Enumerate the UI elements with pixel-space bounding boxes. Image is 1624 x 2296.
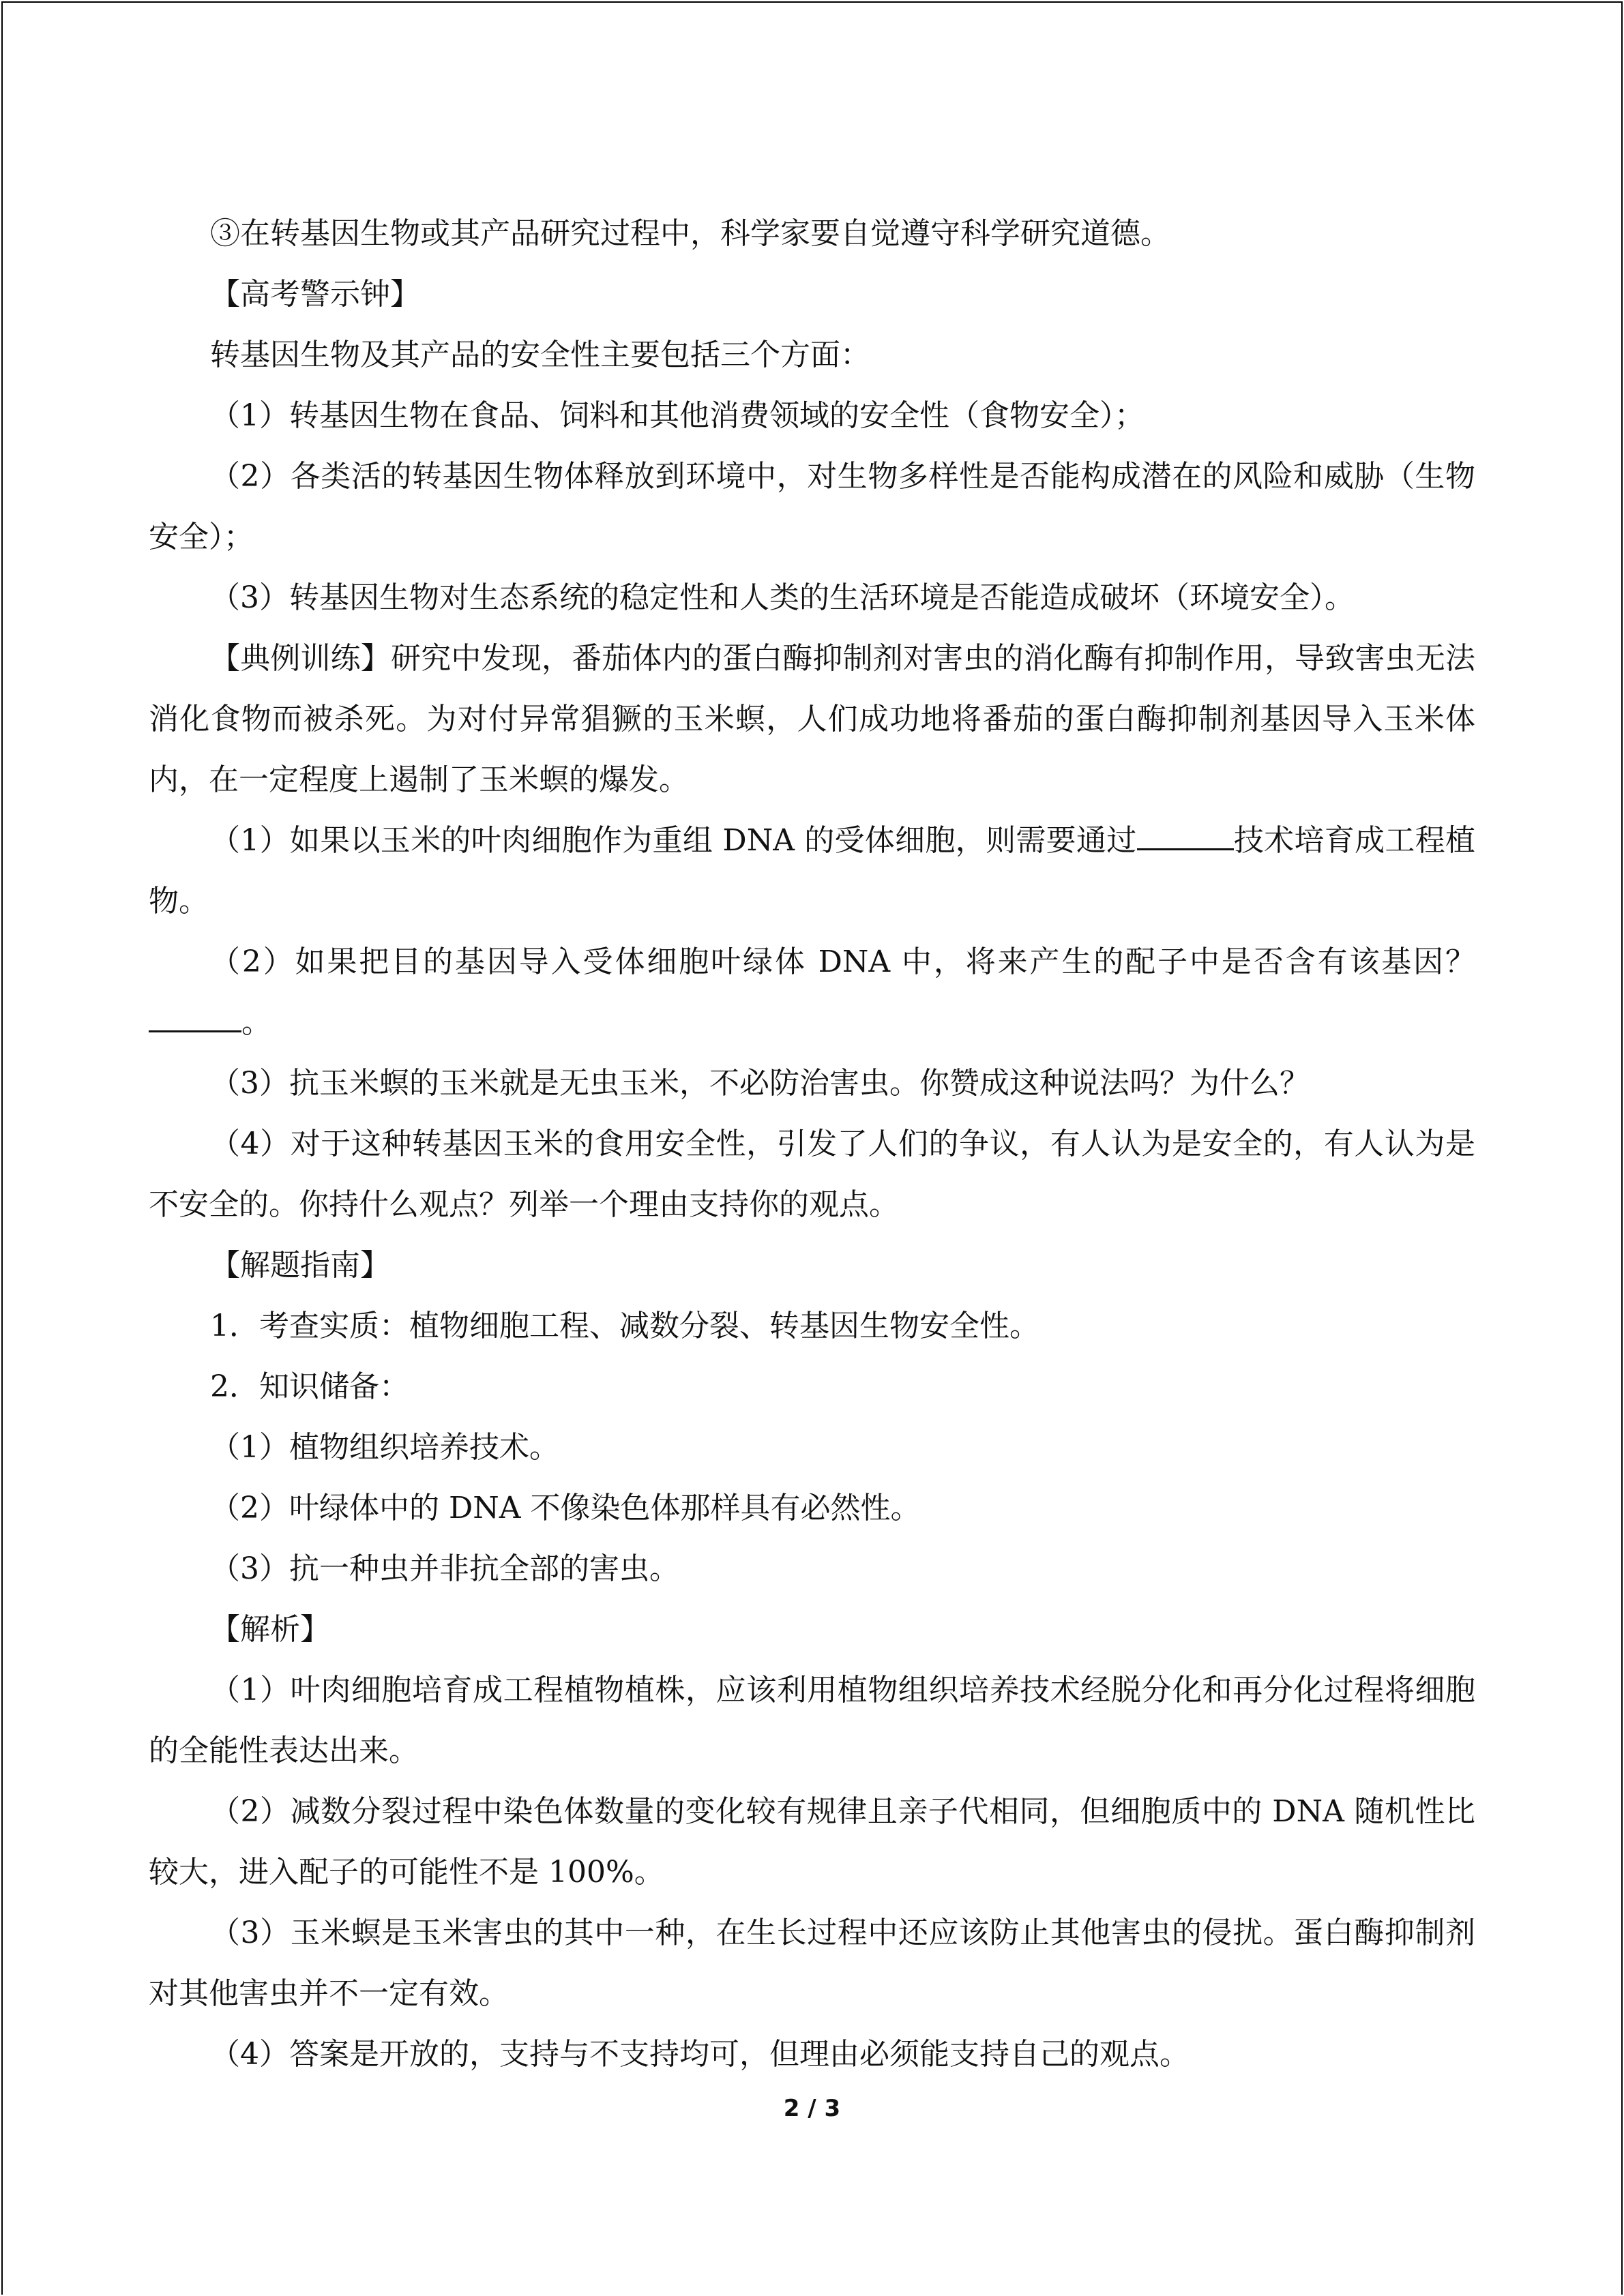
paragraph: （3）转基因生物对生态系统的稳定性和人类的生活环境是否能造成破坏（环境安全）。 [210,580,1355,615]
example-problem: 【典例训练】研究中发现，番茄体内的蛋白酶抑制剂对害虫的消化酶有抑制作用，导致害虫无法消化食物而被杀死。为对付异常猖獗的玉米螟，人们成功地将番茄的蛋白酶抑制剂基因导入玉米体内，在一定程度上遏制了玉米螟的爆发。 [149,641,1475,797]
paragraph: （2）各类活的转基因生物体释放到环境中，对生物多样性是否能构成潜在的风险和威胁（生物安全）； [149,459,1475,554]
question-2 [149,931,1475,1053]
paragraph: （1）转基因生物在食品、饲料和其他消费领域的安全性（食物安全）； [210,398,1145,433]
question-3: （3）抗玉米螟的玉米就是无虫玉米，不必防治害虫。你赞成这种说法吗？为什么？ [210,1066,1310,1101]
question-4: （4）对于这种转基因玉米的食用安全性，引发了人们的争议，有人认为是安全的，有人认为是不安全的。你持什么观点？列举一个理由支持你的观点。 [149,1127,1475,1222]
paragraph: （2）叶绿体中的 DNA 不像染色体那样具有必然性。 [210,1491,921,1525]
answer-blank [149,1000,241,1032]
paragraph: 2．知识储备： [210,1369,409,1404]
paragraph: （1）植物组织培养技术。 [210,1430,559,1465]
section-heading-warning: 【高考警示钟】 [210,277,420,312]
question-1-text: （1）如果以玉米的叶肉细胞作为重组 DNA 的受体细胞，则需要通过 [210,823,1137,858]
paragraph: （3）玉米螟是玉米害虫的其中一种，在生长过程中还应该防止其他害虫的侵扰。蛋白酶抑制剂对其他害虫并不一定有效。 [149,1915,1475,2011]
paragraph: （4）答案是开放的，支持与不支持均可，但理由必须能支持自己的观点。 [210,2037,1190,2072]
paragraph: （2）减数分裂过程中染色体数量的变化较有规律且亲子代相同，但细胞质中的 DNA 随机性比较大，进入配子的可能性不是 100%。 [149,1794,1475,1890]
page-number: 2 / 3 [783,2095,841,2122]
question-2-text: （2）如果把目的基因导入受体细胞叶绿体 DNA 中，将来产生的配子中是否含有该基因？ [210,944,1475,979]
question-2-text-end: 。 [241,1005,271,1040]
section-heading-analysis: 【解析】 [210,1612,330,1647]
question-1 [149,810,1475,931]
paragraph: （1）叶肉细胞培育成工程植物植株，应该利用植物组织培养技术经脱分化和再分化过程将细胞的全能性表达出来。 [149,1673,1475,1768]
paragraph: （3）抗一种虫并非抗全部的害虫。 [210,1551,679,1586]
paragraph: ③在转基因生物或其产品研究过程中，科学家要自觉遵守科学研究道德。 [210,216,1170,251]
section-heading-guide: 【解题指南】 [210,1248,390,1283]
document-body [149,0,1475,2085]
paragraph: 1．考查实质：植物细胞工程、减数分裂、转基因生物安全性。 [210,1309,1039,1343]
answer-blank [1137,818,1234,850]
question-1-text-end: 技术培育成工程植物。 [149,823,1475,919]
paragraph: 转基因生物及其产品的安全性主要包括三个方面： [210,338,870,372]
